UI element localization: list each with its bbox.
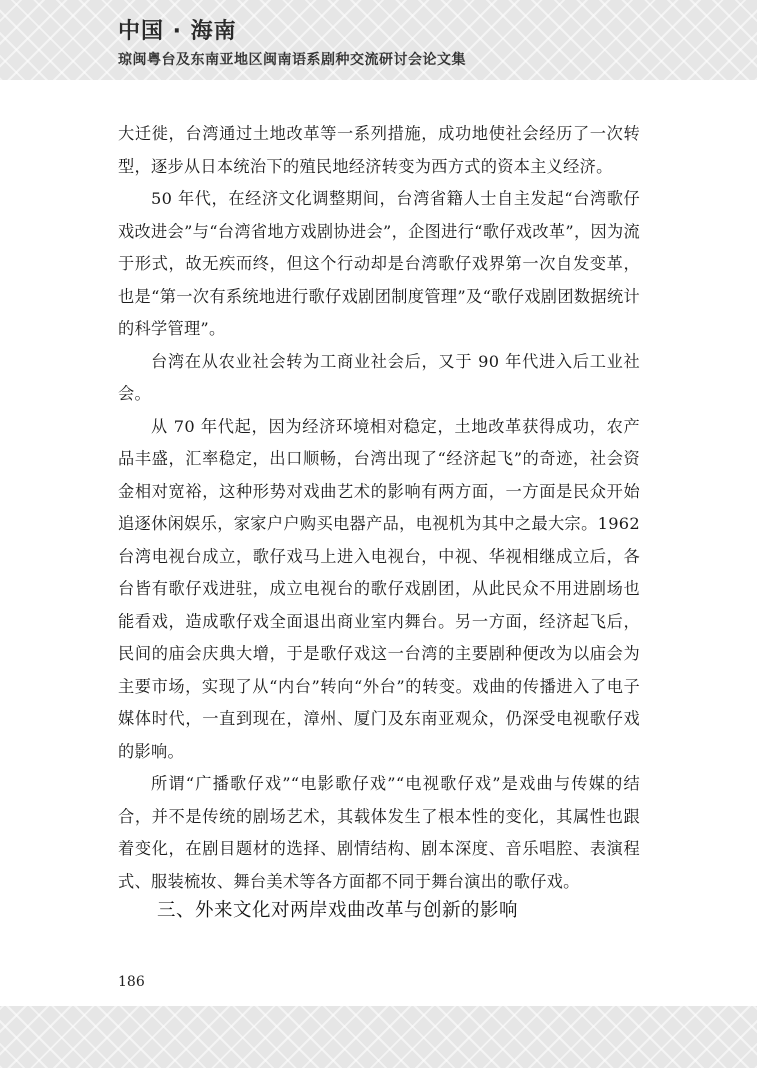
paragraph-3: 台湾在从农业社会转为工商业社会后，又于 90 年代进入后工业社会。	[118, 351, 640, 403]
page-number: 186	[118, 974, 145, 990]
body-text	[118, 118, 640, 898]
book-subtitle: 琼闽粤台及东南亚地区闽南语系剧种交流研讨会论文集	[118, 52, 466, 68]
section-heading: 三、外来文化对两岸戏曲改革与创新的影响	[157, 900, 519, 921]
paragraph-4: 从 70 年代起，因为经济环境相对稳定，土地改革获得成功，农产品丰盛，汇率稳定，出口顺畅，台湾出现了“经济起飞”的奇迹，社会资金相对宽裕，这种形势对戏曲艺术的影响有两方面，一方面是民众开始追逐休闲娱乐，家家户户购买电器产品，电视机为其中之最大宗。1962 台湾电视台成立，歌仔戏马上进入电视台，中视、华视相继成立后，各台皆有歌仔戏进驻，成立电视台的歌仔戏剧团，从此民众不用进剧场也能看戏，造成歌仔戏全面退出商业室内舞台。另一方面，经济起飞后，民间的庙会庆典大增，于是歌仔戏这一台湾的主要剧种便改为以庙会为主要市场，实现了从“内台”转向“外台”的转变。戏曲的传播进入了电子媒体时代，一直到现在，漳州、厦门及东南亚观众，仍深受电视歌仔戏的影响。	[118, 416, 640, 761]
book-title: 中国 · 海南	[118, 19, 237, 44]
paragraph-1: 大迁徙，台湾通过土地改革等一系列措施，成功地使社会经历了一次转型，逐步从日本统治下的殖民地经济转变为西方式的资本主义经济。	[118, 124, 640, 176]
footer-band	[0, 1006, 757, 1068]
header-band	[0, 0, 757, 80]
paragraph-5: 所谓“广播歌仔戏”“电影歌仔戏”“电视歌仔戏”是戏曲与传媒的结合，并不是传统的剧场艺术，其载体发生了根本性的变化，其属性也跟着变化，在剧目题材的选择、剧情结构、剧本深度、音乐唱腔、表演程式、服装梳妆、舞台美术等各方面都不同于舞台演出的歌仔戏。	[118, 774, 640, 891]
paragraph-2: 50 年代，在经济文化调整期间，台湾省籍人士自主发起“台湾歌仔戏改进会”与“台湾省地方戏剧协进会”，企图进行“歌仔戏改革”，因为流于形式，故无疾而终，但这个行动却是台湾歌仔戏界第一次自发变革，也是“第一次有系统地进行歌仔戏剧团制度管理”及“歌仔戏剧团数据统计的科学管理”。	[118, 189, 640, 338]
